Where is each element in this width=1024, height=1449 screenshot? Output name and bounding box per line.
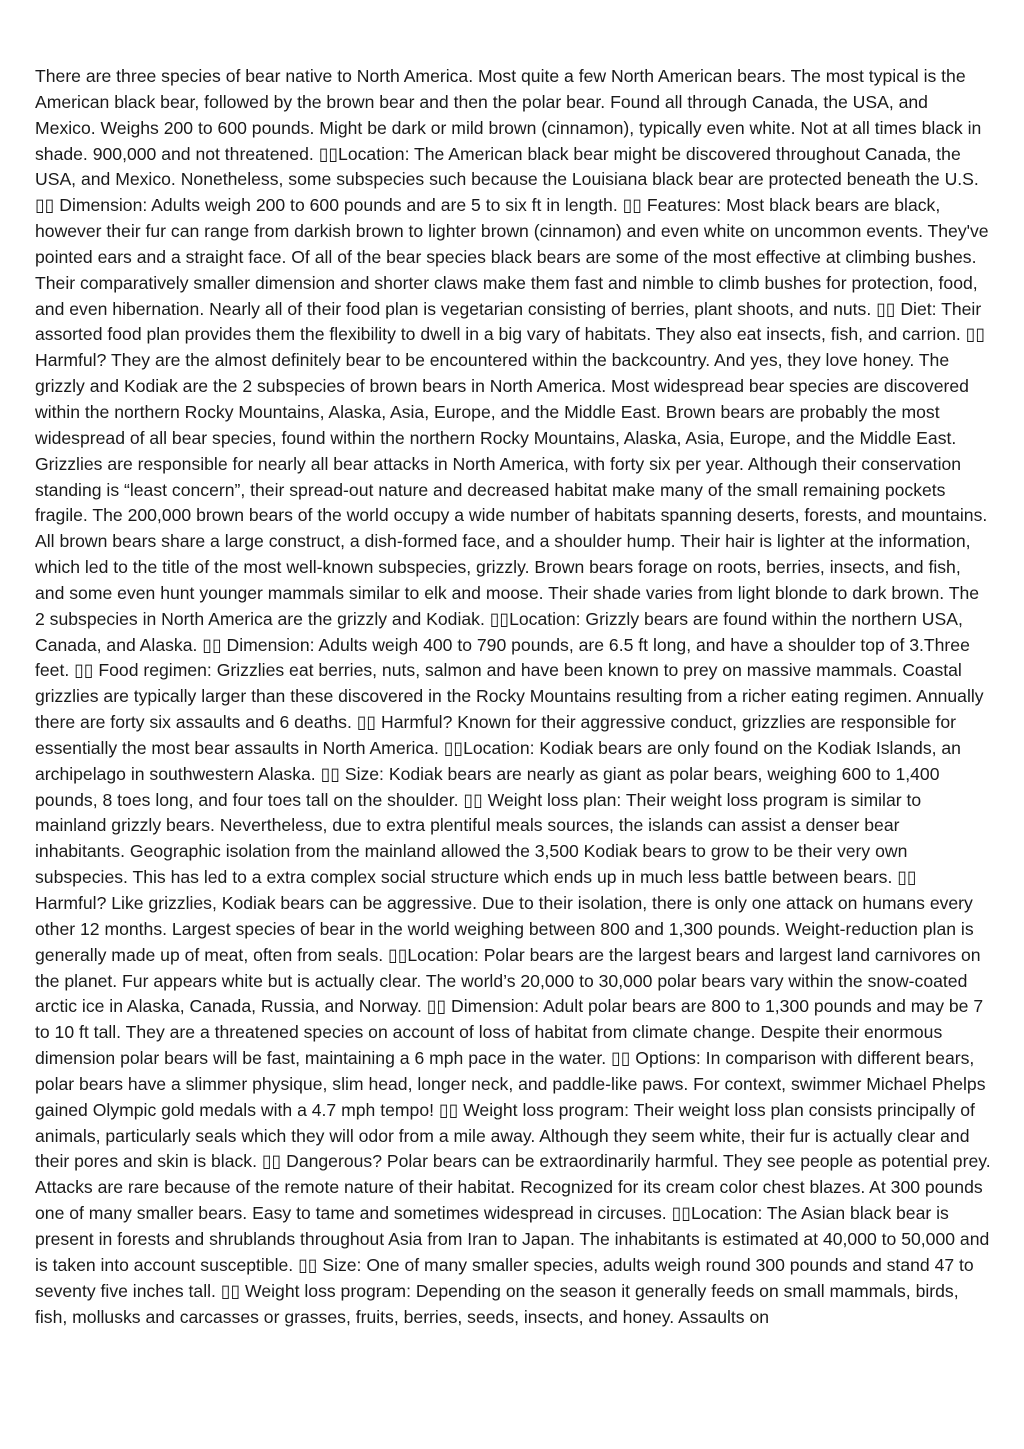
- article-body-text: There are three species of bear native to North America. Most quite a few North American bears. The most typical is the American black bear, followed by the brown bear and then the polar bear. Found all through Canada, the USA, and Mexico. Weighs 200 to 600 pounds. Might be dark or mild brown (cinnamon), typically even white. Not at all times black in shade. 900,000 and not threatened. ▯▯Location: The American black bear might be discovered throughout Canada, the USA, and Mexico. Nonetheless, some subspecies such because the Louisiana black bear are protected beneath the U.S. ▯▯ Dimension: Adults weigh 200 to 600 pounds and are 5 to six ft in length. ▯▯ Features: Most black bears are black, however their fur can range from darkish brown to lighter brown (cinnamon) and even white on uncommon events. They've pointed ears and a straight face. Of all of the bear species black bears are some of the most effective at climbing bushes. Their comparatively smaller dimension and shorter claws make them fast and nimble to climb bushes for protection, food, and even hibernation. Nearly all of their food plan is vegetarian consisting of berries, plant shoots, and nuts. ▯▯ Diet: Their assorted food plan provides them the flexibility to dwell in a big vary of habitats. They also eat insects, fish, and carrion. ▯▯ Harmful? They are the almost definitely bear to be encountered within the backcountry. And yes, they love honey. The grizzly and Kodiak are the 2 subspecies of brown bears in North America. Most widespread bear species are discovered within the northern Rocky Mountains, Alaska, Asia, Europe, and the Middle East. Brown bears are probably the most widespread of all bear species, found within the northern Rocky Mountains, Alaska, Asia, Europe, and the Middle East. Grizzlies are responsible for nearly all bear attacks in North America, with forty six per year. Although their conservation standing is “least concern”, their spread-out nature and decreased habitat make many of the small remaining pockets fragile. The 200,000 brown bears of the world occupy a wide number of habitats spanning deserts, forests, and mountains. All brown bears share a large construct, a dish-formed face, and a shoulder hump. Their hair is lighter at the information, which led to the title of the most well-known subspecies, grizzly. Brown bears forage on roots, berries, insects, and fish, and some even hunt younger mammals similar to elk and moose. Their shade varies from light blonde to dark brown. The 2 subspecies in North America are the grizzly and Kodiak. ▯▯Location: Grizzly bears are found within the northern USA, Canada, and Alaska. ▯▯ Dimension: Adults weigh 400 to 790 pounds, are 6.5 ft long, and have a shoulder top of 3.Three feet. ▯▯ Food regimen: Grizzlies eat berries, nuts, salmon and have been known to prey on massive mammals. Coastal grizzlies are typically larger than these discovered in the Rocky Mountains resulting from a richer eating regimen. Annually there are forty six assaults and 6 deaths. ▯▯ Harmful? Known for their aggressive conduct, grizzlies are responsible for essentially the most bear assaults in North America. ▯▯Location: Kodiak bears are only found on the Kodiak Islands, an archipelago in southwestern Alaska. ▯▯ Size: Kodiak bears are nearly as giant as polar bears, weighing 600 to 1,400 pounds, 8 toes long, and four toes tall on the shoulder. ▯▯ Weight loss plan: Their weight loss program is similar to mainland grizzly bears. Nevertheless, due to extra plentiful meals sources, the islands can assist a denser bear inhabitants. Geographic isolation from the mainland allowed the 3,500 Kodiak bears to grow to be their very own subspecies. This has led to a extra complex social structure which ends up in much less battle between bears. ▯▯ Harmful? Like grizzlies, Kodiak bears can be aggressive. Due to their isolation, there is only one attack on humans every other 12 months. Largest species of bear in the world weighing between 800 and 1,300 pounds. Weight-reduction plan is generally made up of meat, often from seals. ▯▯Location: Polar bears are the largest bears and largest land carnivores on the planet. Fur appears white but is actually clear. The world’s 20,000 to 30,000 polar bears vary within the snow-coated arctic ice in Alaska, Canada, Russia, and Norway. ▯▯ Dimension: Adult polar bears are 800 to 1,300 pounds and may be 7 to 10 ft tall. They are a threatened species on account of loss of habitat from climate change. Despite their enormous dimension polar bears will be fast, maintaining a 6 mph pace in the water. ▯▯ Options: In comparison with different bears, polar bears have a slimmer physique, slim head, longer neck, and paddle-like paws. For context, swimmer Michael Phelps gained Olympic gold medals with a 4.7 mph tempo! ▯▯ Weight loss program: Their weight loss plan consists principally of animals, particularly seals which they will odor from a mile away. Although they seem white, their fur is actually clear and their pores and skin is black. ▯▯ Dangerous? Polar bears can be extraordinarily harmful. They see people as potential prey. Attacks are rare because of the remote nature of their habitat. Recognized for its cream color chest blazes. At 300 pounds one of many smaller bears. Easy to tame and sometimes widespread in circuses. ▯▯Location: The Asian black bear is present in forests and shrublands throughout Asia from Iran to Japan. The inhabitants is estimated at 40,000 to 50,000 and is taken into account susceptible. ▯▯ Size: One of many smaller species, adults weigh round 300 pounds and stand 47 to seventy five inches tall. ▯▯ Weight loss program: Depending on the season it generally feeds on small mammals, birds, fish, mollusks and carcasses or grasses, fruits, berries, seeds, insects, and honey. Assaults on: [35, 66, 991, 1327]
